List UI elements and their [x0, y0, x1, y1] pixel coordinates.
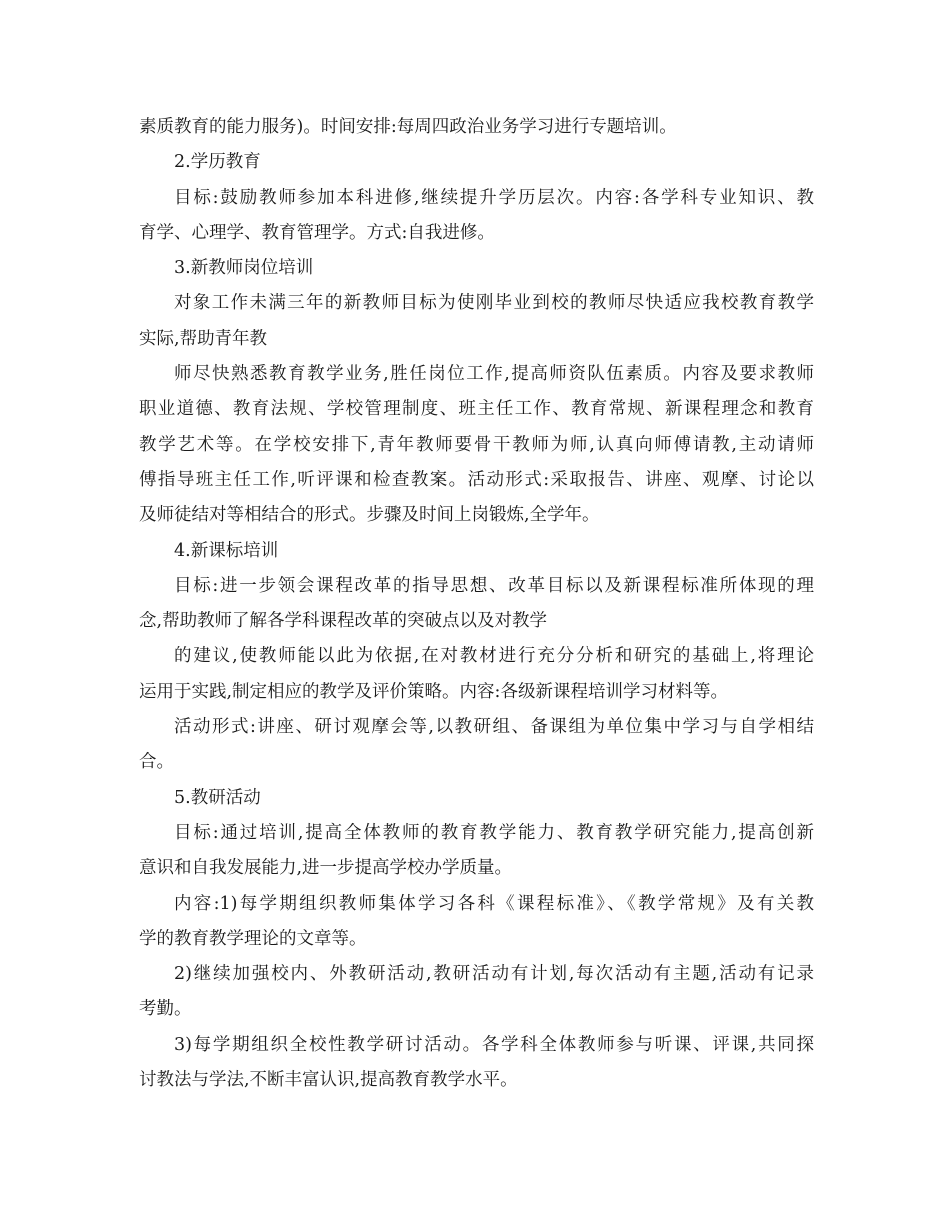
- text-line: 素质教育的能力服务)。时间安排:每周四政治业务学习进行专题培训。: [139, 117, 677, 137]
- text-line: 傅指导班主任工作,听评课和检查教案。活动形式:采取报告、讲座、观摩、讨论以: [139, 469, 814, 490]
- text-line: 职业道德、教育法规、学校管理制度、班主任工作、教育常规、新课程理念和教育: [139, 399, 814, 420]
- text-line: 目标:通过培训,提高全体教师的教育教学能力、教育教学研究能力,提高创新: [174, 822, 814, 843]
- text-line: 3)每学期组织全校性教学研讨活动。各学科全体教师参与听课、评课,共同探: [174, 1034, 814, 1055]
- text-line: 育学、心理学、教育管理学。方式:自我进修。: [139, 222, 495, 243]
- text-line: 合。: [139, 752, 174, 773]
- text-line: 的建议,使教师能以此为依据,在对教材进行充分分析和研究的基础上,将理论: [174, 646, 814, 667]
- text-line: 念,帮助教师了解各学科课程改革的突破点以及对教学: [139, 611, 548, 632]
- text-line: 对象工作未满三年的新教师目标为使刚毕业到校的教师尽快适应我校教育教学: [174, 293, 814, 314]
- text-line: 运用于实践,制定相应的教学及评价策略。内容:各级新课程培训学习材料等。: [139, 681, 728, 702]
- text-line: 3.新教师岗位培训: [174, 258, 314, 279]
- text-line: 目标:鼓励教师参加本科进修,继续提升学历层次。内容:各学科专业知识、教: [174, 187, 814, 208]
- text-line: 教学艺术等。在学校安排下,青年教师要骨干教师为师,认真向师傅请教,主动请师: [139, 434, 814, 455]
- text-line: 实际,帮助青年教: [139, 328, 268, 349]
- text-line: 2)继续加强校内、外教研活动,教研活动有计划,每次活动有主题,活动有记录: [174, 964, 814, 985]
- text-line: 及师徒结对等相结合的形式。步骤及时间上岗锻炼,全学年。: [139, 505, 600, 526]
- text-line: 意识和自我发展能力,进一步提高学校办学质量。: [139, 858, 513, 879]
- text-line: 4.新课标培训: [174, 540, 279, 561]
- text-line: 学的教育教学理论的文章等。: [139, 928, 367, 949]
- text-line: 内容:1)每学期组织教师集体学习各科《课程标准》、《教学常规》及有关教: [174, 893, 814, 914]
- text-line: 5.教研活动: [174, 787, 261, 808]
- text-line: 活动形式:讲座、研讨观摩会等,以教研组、备课组为单位集中学习与自学相结: [174, 717, 814, 738]
- text-line: 师尽快熟悉教育教学业务,胜任岗位工作,提高师资队伍素质。内容及要求教师: [174, 364, 814, 385]
- text-line: 目标:进一步领会课程改革的指导思想、改革目标以及新课程标准所体现的理: [174, 575, 814, 596]
- text-line: 2.学历教育: [174, 152, 261, 173]
- text-line: 讨教法与学法,不断丰富认识,提高教育教学水平。: [139, 1070, 518, 1091]
- text-line: 考勤。: [139, 999, 192, 1020]
- document-page: [139, 110, 814, 1098]
